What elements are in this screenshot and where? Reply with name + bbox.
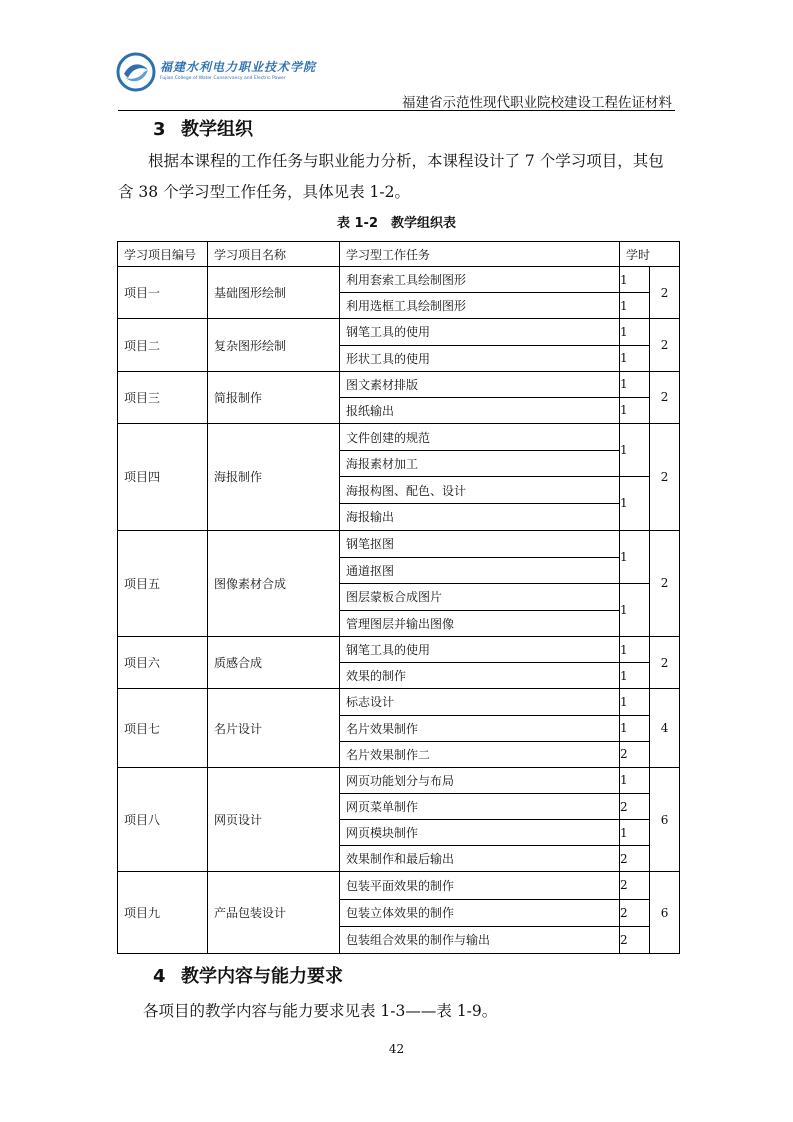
task-cell: 包装立体效果的制作 <box>340 899 620 926</box>
task-hours-cell: 2 <box>620 741 650 767</box>
section-number: 3 <box>153 119 166 140</box>
task-hours-cell: 1 <box>620 319 650 345</box>
project-id-cell: 项目六 <box>118 637 208 689</box>
project-total-hours-cell: 2 <box>650 530 680 637</box>
task-cell: 文件创建的规范 <box>340 423 620 450</box>
project-total-hours-cell: 4 <box>650 689 680 767</box>
task-cell: 利用选框工具绘制图形 <box>340 293 620 319</box>
project-name-cell: 海报制作 <box>208 423 340 530</box>
task-cell: 利用套索工具绘制图形 <box>340 267 620 293</box>
section-paragraph: 各项目的教学内容与能力要求见表 1-3——表 1-9。 <box>143 1002 498 1020</box>
logo-english-name: Fujian College of Water Conservancy and Electric Power <box>160 76 286 81</box>
project-name-cell: 基础图形绘制 <box>208 267 340 319</box>
section-title: 教学内容与能力要求 <box>181 966 343 987</box>
task-cell: 钢笔工具的使用 <box>340 319 620 345</box>
project-name-cell: 网页设计 <box>208 767 340 872</box>
logo-chinese-name: 福建水利电力职业技术学院 <box>160 60 317 74</box>
task-cell: 包装组合效果的制作与输出 <box>340 926 620 953</box>
project-id-cell: 项目七 <box>118 689 208 767</box>
task-cell: 图层蒙板合成图片 <box>340 583 620 610</box>
document-header-title: 福建省示范性现代职业院校建设工程佐证材料 <box>402 95 672 111</box>
task-cell: 通道抠图 <box>340 557 620 583</box>
project-id-cell: 项目五 <box>118 530 208 637</box>
college-emblem-icon <box>116 52 156 92</box>
project-id-cell: 项目三 <box>118 371 208 423</box>
project-total-hours-cell: 2 <box>650 319 680 371</box>
task-cell: 网页功能划分与布局 <box>340 767 620 793</box>
page-number: 42 <box>388 1042 405 1056</box>
task-hours-cell: 1 <box>620 267 650 293</box>
task-hours-cell: 1 <box>620 820 650 846</box>
section-heading <box>153 115 253 141</box>
task-cell: 效果制作和最后输出 <box>340 846 620 872</box>
task-cell: 报纸输出 <box>340 397 620 423</box>
table-row <box>118 423 680 450</box>
task-cell: 网页菜单制作 <box>340 793 620 819</box>
task-hours-cell: 2 <box>620 899 650 926</box>
task-hours-cell: 1 <box>620 715 650 741</box>
task-hours-cell: 1 <box>620 530 650 583</box>
table-row <box>118 872 680 899</box>
task-cell: 海报素材加工 <box>340 451 620 477</box>
project-name-cell: 复杂图形绘制 <box>208 319 340 371</box>
task-hours-cell: 1 <box>620 477 650 530</box>
project-name-cell: 名片设计 <box>208 689 340 767</box>
project-id-cell: 项目二 <box>118 319 208 371</box>
table-row <box>118 267 680 293</box>
table-row <box>118 637 680 663</box>
table-row <box>118 767 680 793</box>
task-hours-cell: 2 <box>620 846 650 872</box>
task-cell: 形状工具的使用 <box>340 345 620 371</box>
project-total-hours-cell: 6 <box>650 767 680 872</box>
task-cell: 包装平面效果的制作 <box>340 872 620 899</box>
project-id-cell: 项目一 <box>118 267 208 319</box>
task-cell: 管理图层并输出图像 <box>340 610 620 636</box>
task-hours-cell: 1 <box>620 689 650 715</box>
task-cell: 名片效果制作 <box>340 715 620 741</box>
task-cell: 钢笔抠图 <box>340 530 620 557</box>
project-total-hours-cell: 2 <box>650 267 680 319</box>
teaching-organization-table <box>117 241 680 954</box>
task-hours-cell: 2 <box>620 793 650 819</box>
column-header: 学习项目名称 <box>208 242 340 267</box>
section-paragraph: 根据本课程的工作任务与职业能力分析，本课程设计了 7 个学习项目，其包含 38 个学习型工作任务，具体见表 1-2。 <box>118 152 664 201</box>
project-total-hours-cell: 6 <box>650 872 680 954</box>
task-hours-cell: 1 <box>620 767 650 793</box>
column-header: 学习型工作任务 <box>340 242 620 267</box>
table-header-row <box>118 242 680 267</box>
column-header: 学习项目编号 <box>118 242 208 267</box>
task-hours-cell: 1 <box>620 583 650 636</box>
task-hours-cell: 1 <box>620 637 650 663</box>
task-hours-cell: 1 <box>620 397 650 423</box>
task-cell: 海报输出 <box>340 504 620 530</box>
task-hours-cell: 2 <box>620 872 650 899</box>
header-divider <box>118 110 675 111</box>
column-header: 学时 <box>620 242 680 267</box>
task-hours-cell: 1 <box>620 663 650 689</box>
project-name-cell: 简报制作 <box>208 371 340 423</box>
project-total-hours-cell: 2 <box>650 423 680 530</box>
college-logo <box>116 52 317 92</box>
task-hours-cell: 1 <box>620 371 650 397</box>
project-id-cell: 项目四 <box>118 423 208 530</box>
task-cell: 标志设计 <box>340 689 620 715</box>
section-heading <box>153 962 343 988</box>
table-row <box>118 689 680 715</box>
task-cell: 钢笔工具的使用 <box>340 637 620 663</box>
project-total-hours-cell: 2 <box>650 371 680 423</box>
table-row <box>118 319 680 345</box>
task-hours-cell: 1 <box>620 293 650 319</box>
project-id-cell: 项目九 <box>118 872 208 954</box>
table-row <box>118 530 680 557</box>
task-hours-cell: 2 <box>620 926 650 953</box>
section-title: 教学组织 <box>181 119 253 140</box>
project-id-cell: 项目八 <box>118 767 208 872</box>
project-name-cell: 产品包装设计 <box>208 872 340 954</box>
section-number: 4 <box>153 966 166 987</box>
task-cell: 海报构图、配色、设计 <box>340 477 620 504</box>
project-name-cell: 图像素材合成 <box>208 530 340 637</box>
project-name-cell: 质感合成 <box>208 637 340 689</box>
task-cell: 名片效果制作二 <box>340 741 620 767</box>
table-caption: 表 1-2 教学组织表 <box>336 216 456 231</box>
task-cell: 效果的制作 <box>340 663 620 689</box>
task-hours-cell: 1 <box>620 345 650 371</box>
task-cell: 图文素材排版 <box>340 371 620 397</box>
table-row <box>118 371 680 397</box>
task-cell: 网页模块制作 <box>340 820 620 846</box>
project-total-hours-cell: 2 <box>650 637 680 689</box>
task-hours-cell: 1 <box>620 423 650 476</box>
